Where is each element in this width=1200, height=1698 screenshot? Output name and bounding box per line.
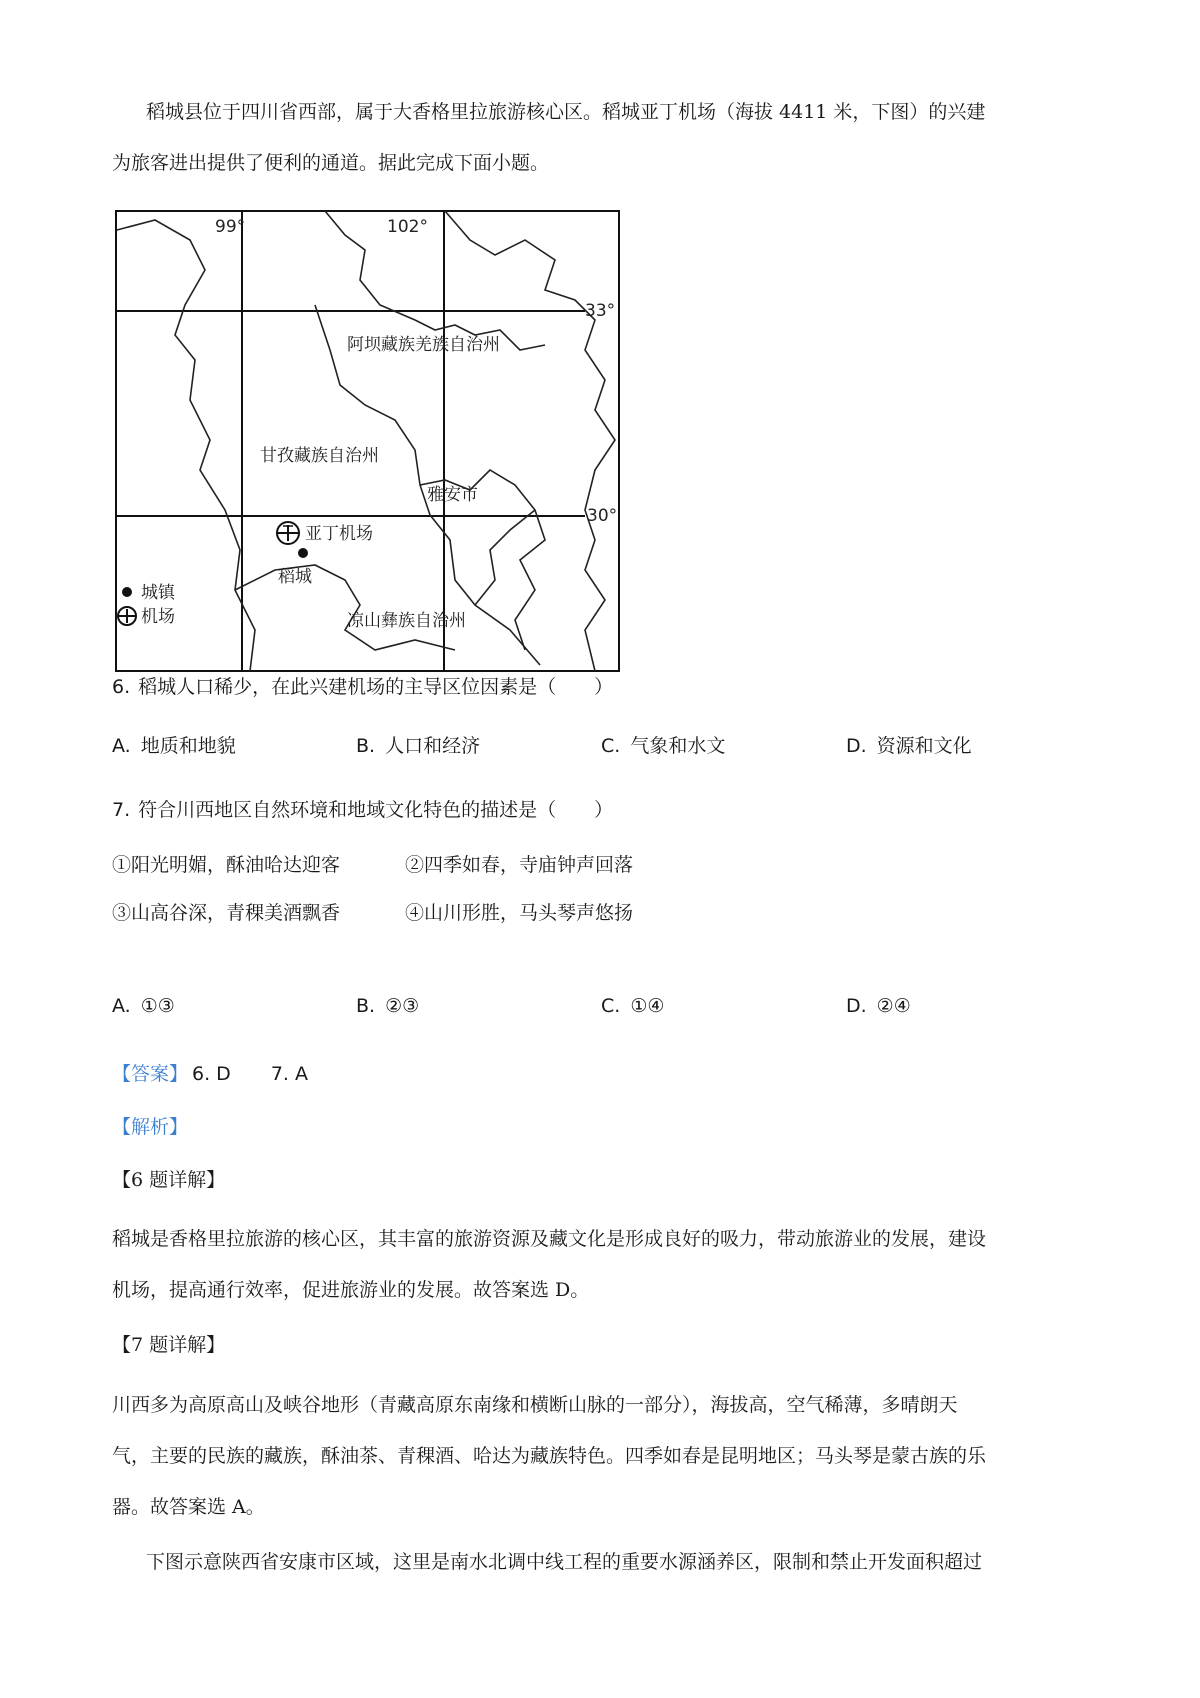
q7-item-3: ③山高谷深，青稞美酒飘香 xyxy=(112,902,341,924)
q7-item-1: ①阳光明媚，酥油哈达迎客 xyxy=(112,854,341,876)
q7-option-d[interactable]: D. ②④ xyxy=(846,995,911,1017)
question-6 xyxy=(112,672,613,699)
q6-option-c[interactable]: C. 气象和水文 xyxy=(601,735,726,757)
map-frame xyxy=(116,211,619,671)
legend-airport-label: 机场 xyxy=(141,607,175,627)
question-7 xyxy=(112,795,613,822)
question-7-number: 7. xyxy=(112,799,131,821)
answer-line xyxy=(112,1059,308,1086)
answer-7: 7. A xyxy=(270,1063,308,1085)
q7-option-c[interactable]: C. ①④ xyxy=(601,995,665,1017)
airport-icon xyxy=(277,522,299,544)
intro-line-2: 为旅客进出提供了便利的通道。据此完成下面小题。 xyxy=(112,152,550,174)
q7-item-4: ④山川形胜，马头琴声悠扬 xyxy=(405,902,634,924)
region-aba: 阿坝藏族羌族自治州 xyxy=(347,335,500,355)
q6-option-b[interactable]: B. 人口和经济 xyxy=(356,735,481,757)
q6-option-a[interactable]: A. 地质和地貌 xyxy=(112,735,236,757)
legend-town-label: 城镇 xyxy=(141,583,175,603)
analysis-tag: 【解析】 xyxy=(112,1116,189,1138)
legend-airport-icon xyxy=(118,607,136,625)
detail-7-line-2: 气，主要的民族的藏族，酥油茶、青稞酒、哈达为藏族特色。四季如春是昆明地区；马头琴是蒙古族的乐 xyxy=(112,1445,987,1467)
lon-label-99: 99° xyxy=(215,217,246,237)
detail-6-title: 【6 题详解】 xyxy=(112,1169,226,1191)
q7-item-2: ②四季如春，寺庙钟声回落 xyxy=(405,854,634,876)
detail-7-title: 【7 题详解】 xyxy=(112,1334,226,1356)
lat-label-33: 33° xyxy=(585,301,616,321)
intro2-line-1: 下图示意陕西省安康市区域，这里是南水北调中线工程的重要水源涵养区，限制和禁止开发面积超过 xyxy=(146,1551,983,1573)
q7-option-b[interactable]: B. ②③ xyxy=(356,995,420,1017)
detail-6-line-1: 稻城是香格里拉旅游的核心区，其丰富的旅游资源及藏文化是形成良好的吸力，带动旅游业的发展，建设 xyxy=(112,1228,987,1250)
town-label: 稻城 xyxy=(278,567,312,587)
town-dot xyxy=(298,548,308,558)
region-ganzi: 甘孜藏族自治州 xyxy=(260,446,379,466)
lon-label-102: 102° xyxy=(387,217,428,237)
detail-7-line-1: 川西多为高原高山及峡谷地形（青藏高原东南缘和横断山脉的一部分），海拔高，空气稀薄，多晴朗天 xyxy=(112,1394,958,1416)
lat-label-30: 30° xyxy=(587,506,618,526)
question-6-number: 6. xyxy=(112,676,131,698)
question-7-stem: 符合川西地区自然环境和地域文化特色的描述是（ ） xyxy=(138,799,614,821)
detail-7-line-3: 器。故答案选 A。 xyxy=(112,1496,265,1518)
sichuan-map xyxy=(115,210,620,672)
q7-option-a[interactable]: A. ①③ xyxy=(112,995,175,1017)
region-liangshan: 凉山彝族自治州 xyxy=(347,611,466,631)
airport-label: 亚丁机场 xyxy=(305,524,373,544)
question-6-stem: 稻城人口稀少，在此兴建机场的主导区位因素是（ ） xyxy=(138,676,614,698)
intro-line-1: 稻城县位于四川省西部，属于大香格里拉旅游核心区。稻城亚丁机场（海拔 4411 米，下图）的兴建 xyxy=(146,101,986,123)
detail-6-line-2: 机场，提高通行效率，促进旅游业的发展。故答案选 D。 xyxy=(112,1279,590,1301)
legend-town-dot xyxy=(122,587,132,597)
answer-6: 6. D xyxy=(192,1063,231,1085)
q6-option-d[interactable]: D. 资源和文化 xyxy=(846,735,972,757)
city-yaan: 雅安市 xyxy=(427,485,478,505)
answer-tag: 【答案】 xyxy=(112,1063,189,1085)
